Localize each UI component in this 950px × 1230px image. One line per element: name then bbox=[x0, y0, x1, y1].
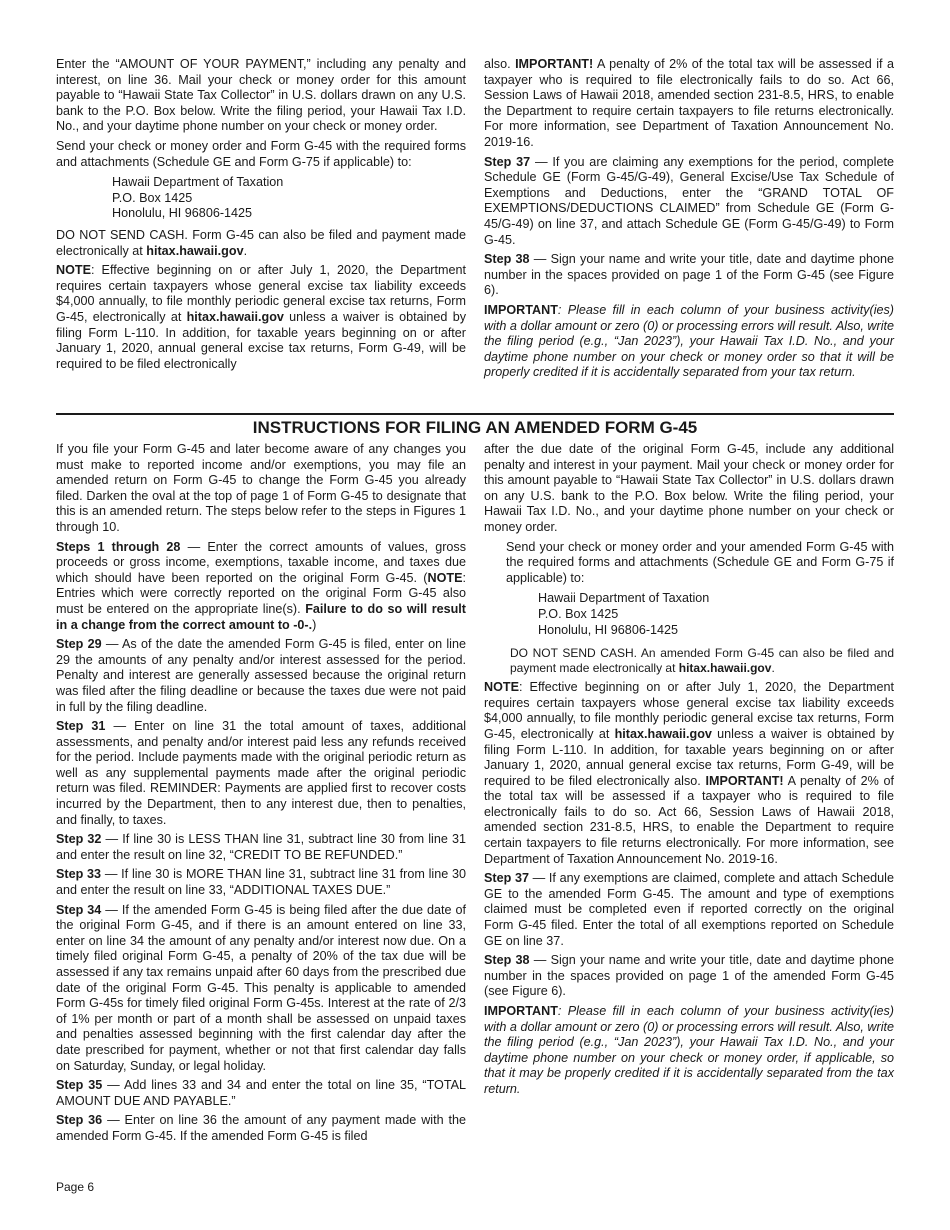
step-35-paragraph: Step 35 — Add lines 33 and 34 and enter the total on line 35, “TOTAL AMOUNT DUE AND PAYABLE.” bbox=[56, 1078, 466, 1108]
step-label: Step 31 bbox=[56, 719, 106, 734]
payment-instructions-paragraph: Enter the “AMOUNT OF YOUR PAYMENT,” including any penalty and interest, on line 36. Mail your check or money order for this amount payable to “Hawaii State Tax Collector” in U.S. dollars drawn on any U.S. bank to the P.O. Box below. Write the filing period, your Hawaii Tax I.D. No., and your daytime phone number on your check or money order. bbox=[56, 57, 466, 134]
address-line: Honolulu, HI 96806-1425 bbox=[538, 622, 679, 637]
step-29-paragraph: Step 29 — As of the date the amended Form G-45 is filed, enter on line 29 the amounts of any penalty and/or interest assessed for the period. Penalty and interest are generally assessed because the original return was filed after the filing deadline or because the taxes due were not paid in full by the filing deadline. bbox=[56, 637, 466, 714]
penalty-paragraph: also. IMPORTANT! A penalty of 2% of the total tax will be assessed if a taxpayer who is required to file electronically fails to do so. Act 66, Session Laws of Hawaii 2018, amended section 231-8.5, HRS, to enable the Department to require certain taxpayers to file returns electronically. For more information, see Department of Taxation Announcement No. 2019-16. bbox=[484, 57, 894, 149]
step-label: Step 37 bbox=[484, 154, 531, 169]
step-label: Step 32 bbox=[56, 832, 102, 847]
send-instructions-paragraph: Send your check or money order and Form G-45 with the required forms and attachments (Schedule GE and Form G-75 if applicable) to: bbox=[56, 138, 466, 169]
no-cash-paragraph: DO NOT SEND CASH. Form G-45 can also be filed and payment made electronically at hitax.hawaii.gov. bbox=[56, 227, 466, 258]
step-36-paragraph: Step 36 — Enter on line 36 the amount of any payment made with the amended Form G-45. If the amended Form G-45 is filed bbox=[56, 1113, 466, 1143]
step-31-paragraph: Step 31 — Enter on line 31 the total amount of taxes, additional assessments, and penalty and/or interest paid less any refunds received for the period. Include payments made with the original periodic return as well as any supplemental payments made after the original periodic return was filed. REMINDER: Payments are applied first to recover costs incurred by the Department, then to any interest due, then to penalties, and finally, to taxes. bbox=[56, 719, 466, 827]
note-label: NOTE bbox=[484, 680, 519, 695]
section-title: INSTRUCTIONS FOR FILING AN AMENDED FORM G-45 bbox=[252, 418, 698, 437]
step-label: Step 35 bbox=[56, 1078, 103, 1093]
address-line: Hawaii Department of Taxation bbox=[538, 591, 710, 606]
mailing-address bbox=[112, 175, 466, 222]
hitax-link[interactable]: hitax.hawaii.gov bbox=[186, 309, 284, 324]
top-left-column bbox=[56, 57, 466, 376]
failure-warning: Failure to do so will result in a change from the correct amount to -0-. bbox=[56, 601, 466, 632]
address-line: Hawaii Department of Taxation bbox=[112, 175, 284, 190]
mailing-address bbox=[538, 591, 894, 638]
amended-right-column bbox=[484, 442, 894, 1102]
step-label: Step 38 bbox=[484, 252, 530, 267]
step-37-paragraph: Step 37 — If you are claiming any exemptions for the period, complete Schedule GE (Form G-45/G-49), General Excise/Use Tax Schedule of Exemptions and Deductions, enter the “GRAND TOTAL OF EXEMPTIONS/DEDUCTIONS CLAIMED” from Schedule GE (Form G-45/G-49) on line 37, and attach Schedule GE (Form G-45/G-49) to Form G-45. bbox=[484, 154, 894, 247]
section-divider bbox=[56, 413, 894, 415]
important-label: IMPORTANT bbox=[484, 302, 558, 317]
note-label: NOTE bbox=[56, 263, 91, 278]
important-paragraph: IMPORTANT: Please fill in each column of your business activity(ies) with a dollar amount or zero (0) or processing errors will result. Also, write the filing period (e.g., “Jan 2023”), your Hawaii Tax I.D. No., and your daytime phone number on your check or money order so that it will be properly credited if it is accidentally separated from your tax return. bbox=[484, 302, 894, 380]
no-cash-paragraph: DO NOT SEND CASH. An amended Form G-45 can also be filed and payment made electronically at hitax.hawaii.gov. bbox=[510, 646, 894, 676]
step-label: Step 37 bbox=[484, 871, 529, 886]
address-line: P.O. Box 1425 bbox=[538, 606, 619, 621]
step-label: Step 33 bbox=[56, 867, 102, 882]
address-line: P.O. Box 1425 bbox=[112, 190, 193, 205]
hitax-link[interactable]: hitax.hawaii.gov bbox=[614, 726, 712, 741]
note-paragraph: NOTE: Effective beginning on or after July 1, 2020, the Department requires certain taxpayers whose general excise tax liability exceeds $4,000 annually, to file monthly periodic general excise tax returns, Form G-45, electronically at hitax.hawaii.gov unless a waiver is obtained by filing Form L-110. In addition, for taxable years beginning on or after January 1, 2020, annual general excise tax returns, Form G-49, will be required to be filed electronically bbox=[56, 263, 467, 371]
note-paragraph: NOTE: Effective beginning on or after July 1, 2020, the Department requires certain taxpayers whose general excise tax liability exceeds $4,000 annually, to file monthly periodic general excise tax returns, Form G-45, electronically at hitax.hawaii.gov unless a waiver is obtained by filing Form L-110. In addition, for taxable years beginning on or after January 1, 2020, annual general excise tax returns, Form G-49, will be required to be filed electronically also. IMPORTANT! A penalty of 2% of the total tax will be assessed if a taxpayer who is required to file electronically fails to do so. Act 66, Session Laws of Hawaii 2018, amended section 231-8.5, HRS, to enable the Department to require certain taxpayers to file returns electronically. For more information, see Department of Taxation Announcement No. 2019-16. bbox=[484, 680, 895, 866]
important-label: IMPORTANT bbox=[484, 1004, 558, 1018]
step-label: Steps 1 through 28 bbox=[56, 539, 181, 554]
step-33-paragraph: Step 33 — If line 30 is MORE THAN line 31, subtract line 31 from line 30 and enter the result on line 33, “ADDITIONAL TAXES DUE.” bbox=[56, 867, 466, 898]
step-label: Step 29 bbox=[56, 637, 102, 652]
address-line: Honolulu, HI 96806-1425 bbox=[112, 206, 253, 221]
important-label: IMPORTANT! bbox=[705, 773, 784, 788]
important-label: IMPORTANT! bbox=[515, 57, 594, 71]
amended-left-column bbox=[56, 442, 466, 1149]
step-34-paragraph: Step 34 — If the amended Form G-45 is being filed after the due date of the original Form G-45, and if there is an amount entered on line 33, enter on line 34 the amount of any penalty and/or interest now due. On a timely filed original Form G-45, a penalty of 20% of the tax due will be assessed if any tax remains unpaid after 60 days from the prescribed due date of the original Form G-45. This penalty is applicable to amended Form G-45s for timely filed original Form G-45s. Interest at the rate of 2/3 of 1% per month or part of a month shall be assessed on unpaid taxes and penalties assessed beginning with the first calendar day after the date prescribed for payment, whether or not that first calendar day falls on Saturday, Sunday, or legal holiday. bbox=[56, 902, 466, 1073]
step-37-paragraph: Step 37 — If any exemptions are claimed, complete and attach Schedule GE to the amended Form G-45. The amount and type of exemptions claimed must be completed even if reported correctly on the original Form G-45 filed. Enter the total of all exemptions reported on Schedule GE on line 37. bbox=[484, 871, 894, 948]
page-number: Page 6 bbox=[56, 1180, 95, 1194]
important-paragraph: IMPORTANT: Please fill in each column of your business activity(ies) with a dollar amount or zero (0) or processing errors will result. Also, write the filing period (e.g., “Jan 2023”), your Hawaii Tax I.D. No., and your daytime phone number on your check or money order, if applicable, so that it may be properly credited if it is accidentally separated from the tax return. bbox=[484, 1004, 894, 1096]
hitax-link[interactable]: hitax.hawaii.gov bbox=[678, 661, 772, 676]
send-block bbox=[484, 540, 894, 677]
top-right-column bbox=[484, 57, 894, 385]
step-38-paragraph: Step 38 — Sign your name and write your title, date and daytime phone number in the spaces provided on page 1 of the Form G-45 (see Figure 6). bbox=[484, 252, 894, 298]
step-32-paragraph: Step 32 — If line 30 is LESS THAN line 31, subtract line 30 from line 31 and enter the result on line 32, “CREDIT TO BE REFUNDED.” bbox=[56, 832, 466, 862]
amended-intro-paragraph: If you file your Form G-45 and later become aware of any changes you must make to reported income and/or exemptions, you may file an amended return on Form G-45 to change the Form G-45 you already filed. Darken the oval at the top of page 1 of Form G-45 to designate that this is an amended return. The steps below refer to the steps in Figures 1 through 10. bbox=[56, 442, 466, 534]
step-38-paragraph: Step 38 — Sign your name and write your title, date and daytime phone number in the spaces provided on page 1 of the amended Form G-45 (see Figure 6). bbox=[484, 953, 894, 999]
step-label: Step 34 bbox=[56, 902, 102, 917]
send-instructions-paragraph: Send your check or money order and your amended Form G-45 with the required forms and attachments (Schedule GE and Form G-75 if applicable) to: bbox=[506, 539, 894, 585]
hitax-link[interactable]: hitax.hawaii.gov bbox=[146, 243, 244, 258]
step-label: Step 38 bbox=[484, 953, 530, 968]
steps-1-28-paragraph: Steps 1 through 28 — Enter the correct amounts of values, gross proceeds or gross income, exemptions, taxable income, and taxes due which should have been reported on the original Form G-45. (NOTE: Entries which were correctly reported on the original Form G-45 also must be entered on the appropriate line(s). Failure to do so will result in a change from the correct amount to -0-.) bbox=[56, 539, 466, 632]
payment-continuation-paragraph: after the due date of the original Form G-45, include any additional penalty and interest in your payment. Mail your check or money order for this amount payable to “Hawaii State Tax Collector” in U.S. dollars drawn on any U.S. bank to the P.O. Box below. Write the filing period, your Hawaii Tax I.D. No., and your daytime phone number on your check or money order. bbox=[484, 442, 894, 534]
note-label: NOTE bbox=[427, 570, 463, 585]
step-label: Step 36 bbox=[56, 1113, 103, 1128]
